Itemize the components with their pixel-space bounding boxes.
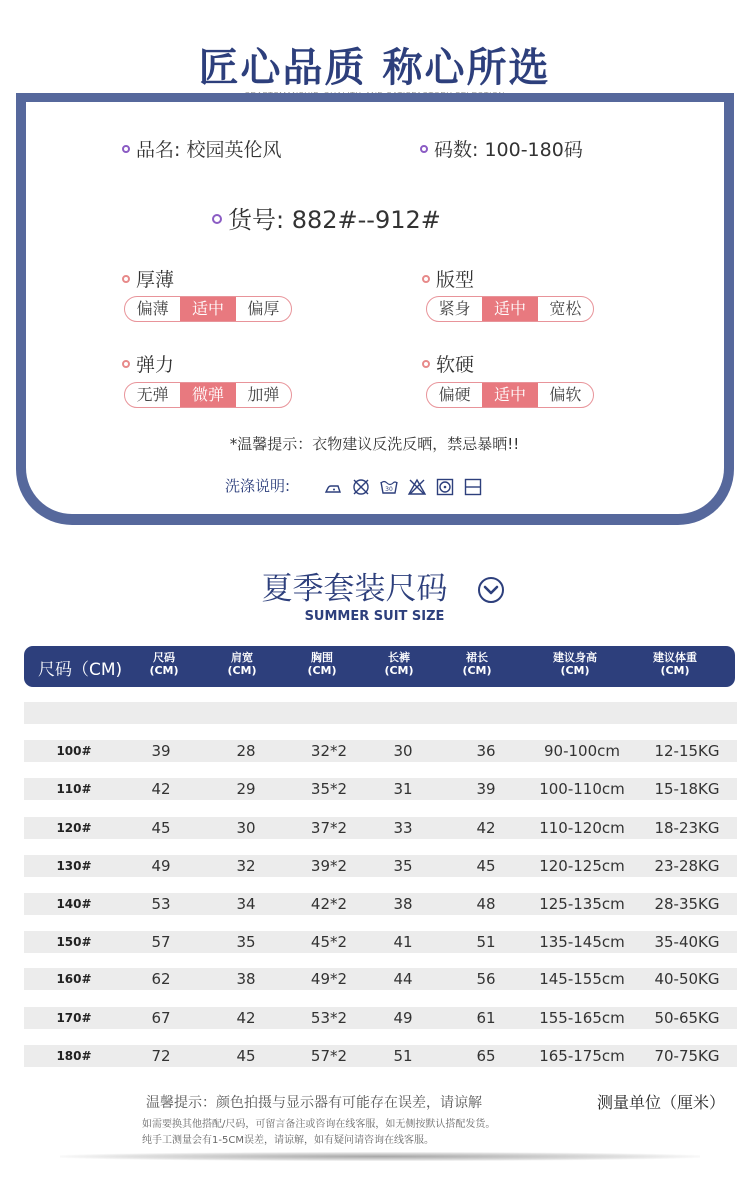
row-size-label: 170# xyxy=(56,1011,92,1025)
property-elasticity-scale xyxy=(124,382,292,408)
option-hard: 偏硬 xyxy=(438,385,471,404)
cell-weight: 70-75KG xyxy=(654,1047,720,1065)
cell-height: 90-100cm xyxy=(544,742,620,760)
measurement-unit: 测量单位（厘米） xyxy=(597,1093,726,1112)
table-row xyxy=(0,1007,749,1031)
page-title: 匠心品质 称心所选 xyxy=(198,45,551,91)
cell-chest: 39*2 xyxy=(310,857,348,875)
cell-chest: 35*2 xyxy=(310,780,348,798)
header-skirt-length: 裙长 (CM) xyxy=(462,651,492,677)
care-tip: *温馨提示：衣物建议反洗反晒，禁忌暴晒!! xyxy=(229,435,520,453)
cell-weight: 12-15KG xyxy=(654,742,720,760)
cell-shoulder: 38 xyxy=(236,970,256,988)
property-softness-scale xyxy=(426,382,594,408)
size-table-header xyxy=(24,646,735,687)
bullet-icon xyxy=(122,360,130,368)
cell-weight: 18-23KG xyxy=(654,819,720,837)
cell-skirt: 48 xyxy=(476,895,496,913)
bullet-icon xyxy=(212,214,222,224)
wash-instructions-label: 洗涤说明: xyxy=(225,477,291,495)
header-height: 建议身高 (CM) xyxy=(553,651,597,677)
property-fit-label: 版型 xyxy=(422,265,474,292)
wash-30-icon xyxy=(379,477,399,497)
bullet-icon xyxy=(422,360,430,368)
table-row xyxy=(0,817,749,841)
row-size-label: 140# xyxy=(56,897,92,911)
header-size: 尺码 (CM) xyxy=(149,651,179,677)
no-bleach-icon xyxy=(407,477,427,497)
cell-weight: 28-35KG xyxy=(654,895,720,913)
cell-height: 145-155cm xyxy=(539,970,625,988)
cell-weight: 50-65KG xyxy=(654,1009,720,1027)
table-row xyxy=(0,931,749,955)
cell-pants: 35 xyxy=(393,857,413,875)
cell-height: 165-175cm xyxy=(539,1047,625,1065)
cell-chest: 57*2 xyxy=(310,1047,348,1065)
cell-skirt: 56 xyxy=(476,970,496,988)
cell-size: 67 xyxy=(151,1009,171,1027)
cell-shoulder: 42 xyxy=(236,1009,256,1027)
cell-shoulder: 32 xyxy=(236,857,256,875)
option-slight-stretch-selected: 微弹 xyxy=(180,383,235,407)
row-size-label: 180# xyxy=(56,1049,92,1063)
product-item-number: 货号: 882#--912# xyxy=(212,200,441,235)
no-dry-clean-icon xyxy=(351,477,371,497)
table-row xyxy=(0,1045,749,1069)
cell-size: 45 xyxy=(151,819,171,837)
row-size-label: 120# xyxy=(56,821,92,835)
cell-weight: 35-40KG xyxy=(654,933,720,951)
cell-pants: 30 xyxy=(393,742,413,760)
option-soft: 偏软 xyxy=(549,385,582,404)
header-size-cm: 尺码（CM) xyxy=(38,660,123,680)
table-spacer-row xyxy=(24,702,737,724)
cell-pants: 49 xyxy=(393,1009,413,1027)
cell-pants: 31 xyxy=(393,780,413,798)
property-fit-scale xyxy=(426,296,594,322)
cell-chest: 53*2 xyxy=(310,1009,348,1027)
iron-low-icon xyxy=(323,477,343,497)
exchange-note: 如需要换其他搭配/尺码，可留言备注或咨询在线客服，如无侧按默认搭配发货。 xyxy=(142,1119,496,1130)
property-elasticity-label: 弹力 xyxy=(122,350,174,377)
row-size-label: 110# xyxy=(56,782,92,796)
option-no-stretch: 无弹 xyxy=(136,385,169,404)
cell-height: 135-145cm xyxy=(539,933,625,951)
cell-skirt: 42 xyxy=(476,819,496,837)
header-weight: 建议体重 (CM) xyxy=(653,651,697,677)
row-size-label: 160# xyxy=(56,972,92,986)
size-section-title: 夏季套装尺码 xyxy=(261,571,448,607)
cell-skirt: 36 xyxy=(476,742,496,760)
cell-pants: 44 xyxy=(393,970,413,988)
bullet-icon xyxy=(420,145,428,153)
cell-shoulder: 45 xyxy=(236,1047,256,1065)
property-softness-label: 软硬 xyxy=(422,350,474,377)
table-row xyxy=(0,778,749,802)
cell-pants: 51 xyxy=(393,1047,413,1065)
cell-size: 42 xyxy=(151,780,171,798)
table-row xyxy=(0,968,749,992)
option-medium-selected: 适中 xyxy=(482,383,537,407)
cell-pants: 41 xyxy=(393,933,413,951)
cell-chest: 37*2 xyxy=(310,819,348,837)
cell-size: 57 xyxy=(151,933,171,951)
tumble-dry-icon xyxy=(435,477,455,497)
cell-pants: 33 xyxy=(393,819,413,837)
header-pants-length: 长裤 (CM) xyxy=(384,651,414,677)
cell-height: 110-120cm xyxy=(539,819,625,837)
option-regular-selected: 适中 xyxy=(482,297,537,321)
header-chest: 胸围 (CM) xyxy=(307,651,337,677)
option-thin: 偏薄 xyxy=(136,299,169,318)
cell-skirt: 39 xyxy=(476,780,496,798)
cell-height: 155-165cm xyxy=(539,1009,625,1027)
option-high-stretch: 加弹 xyxy=(247,385,280,404)
row-size-label: 150# xyxy=(56,935,92,949)
table-row xyxy=(0,740,749,764)
cell-chest: 42*2 xyxy=(310,895,348,913)
table-row xyxy=(0,893,749,917)
cell-size: 39 xyxy=(151,742,171,760)
cell-skirt: 45 xyxy=(476,857,496,875)
row-size-label: 100# xyxy=(56,744,92,758)
option-medium-selected: 适中 xyxy=(180,297,235,321)
cell-pants: 38 xyxy=(393,895,413,913)
property-thickness-scale xyxy=(124,296,292,322)
cell-skirt: 61 xyxy=(476,1009,496,1027)
cell-chest: 45*2 xyxy=(310,933,348,951)
cell-size: 72 xyxy=(151,1047,171,1065)
cell-size: 49 xyxy=(151,857,171,875)
wash-icons xyxy=(323,477,483,497)
option-slim: 紧身 xyxy=(438,299,471,318)
cell-shoulder: 35 xyxy=(236,933,256,951)
cell-chest: 49*2 xyxy=(310,970,348,988)
cell-skirt: 51 xyxy=(476,933,496,951)
table-row xyxy=(0,855,749,879)
cell-shoulder: 30 xyxy=(236,819,256,837)
color-disclaimer: 温馨提示：颜色拍摄与显示器有可能存在误差，请谅解 xyxy=(146,1095,482,1111)
option-loose: 宽松 xyxy=(549,299,582,318)
cell-size: 62 xyxy=(151,970,171,988)
cell-weight: 15-18KG xyxy=(654,780,720,798)
cell-weight: 23-28KG xyxy=(654,857,720,875)
cell-shoulder: 28 xyxy=(236,742,256,760)
bullet-icon xyxy=(122,275,130,283)
property-thickness-label: 厚薄 xyxy=(122,265,174,292)
svg-text:30: 30 xyxy=(385,486,393,493)
product-name: 品名: 校园英伦风 xyxy=(122,135,281,162)
cell-shoulder: 29 xyxy=(236,780,256,798)
cell-chest: 32*2 xyxy=(310,742,348,760)
bullet-icon xyxy=(122,145,130,153)
cell-weight: 40-50KG xyxy=(654,970,720,988)
header-shoulder: 肩宽 (CM) xyxy=(227,651,257,677)
cell-size: 53 xyxy=(151,895,171,913)
cell-shoulder: 34 xyxy=(236,895,256,913)
bullet-icon xyxy=(422,275,430,283)
cell-height: 100-110cm xyxy=(539,780,625,798)
product-sizes: 码数: 100-180码 xyxy=(420,135,583,162)
measurement-note: 纯手工测量会有1-5CM误差，请谅解，如有疑问请咨询在线客服。 xyxy=(142,1135,434,1146)
option-thick: 偏厚 xyxy=(247,299,280,318)
cell-height: 120-125cm xyxy=(539,857,625,875)
size-section-subtitle: SUMMER SUIT SIZE xyxy=(304,609,445,624)
cell-height: 125-135cm xyxy=(539,895,625,913)
row-size-label: 130# xyxy=(56,859,92,873)
line-dry-icon xyxy=(463,477,483,497)
chevron-down-icon xyxy=(477,576,505,604)
bottom-shadow xyxy=(60,1152,700,1161)
cell-skirt: 65 xyxy=(476,1047,496,1065)
